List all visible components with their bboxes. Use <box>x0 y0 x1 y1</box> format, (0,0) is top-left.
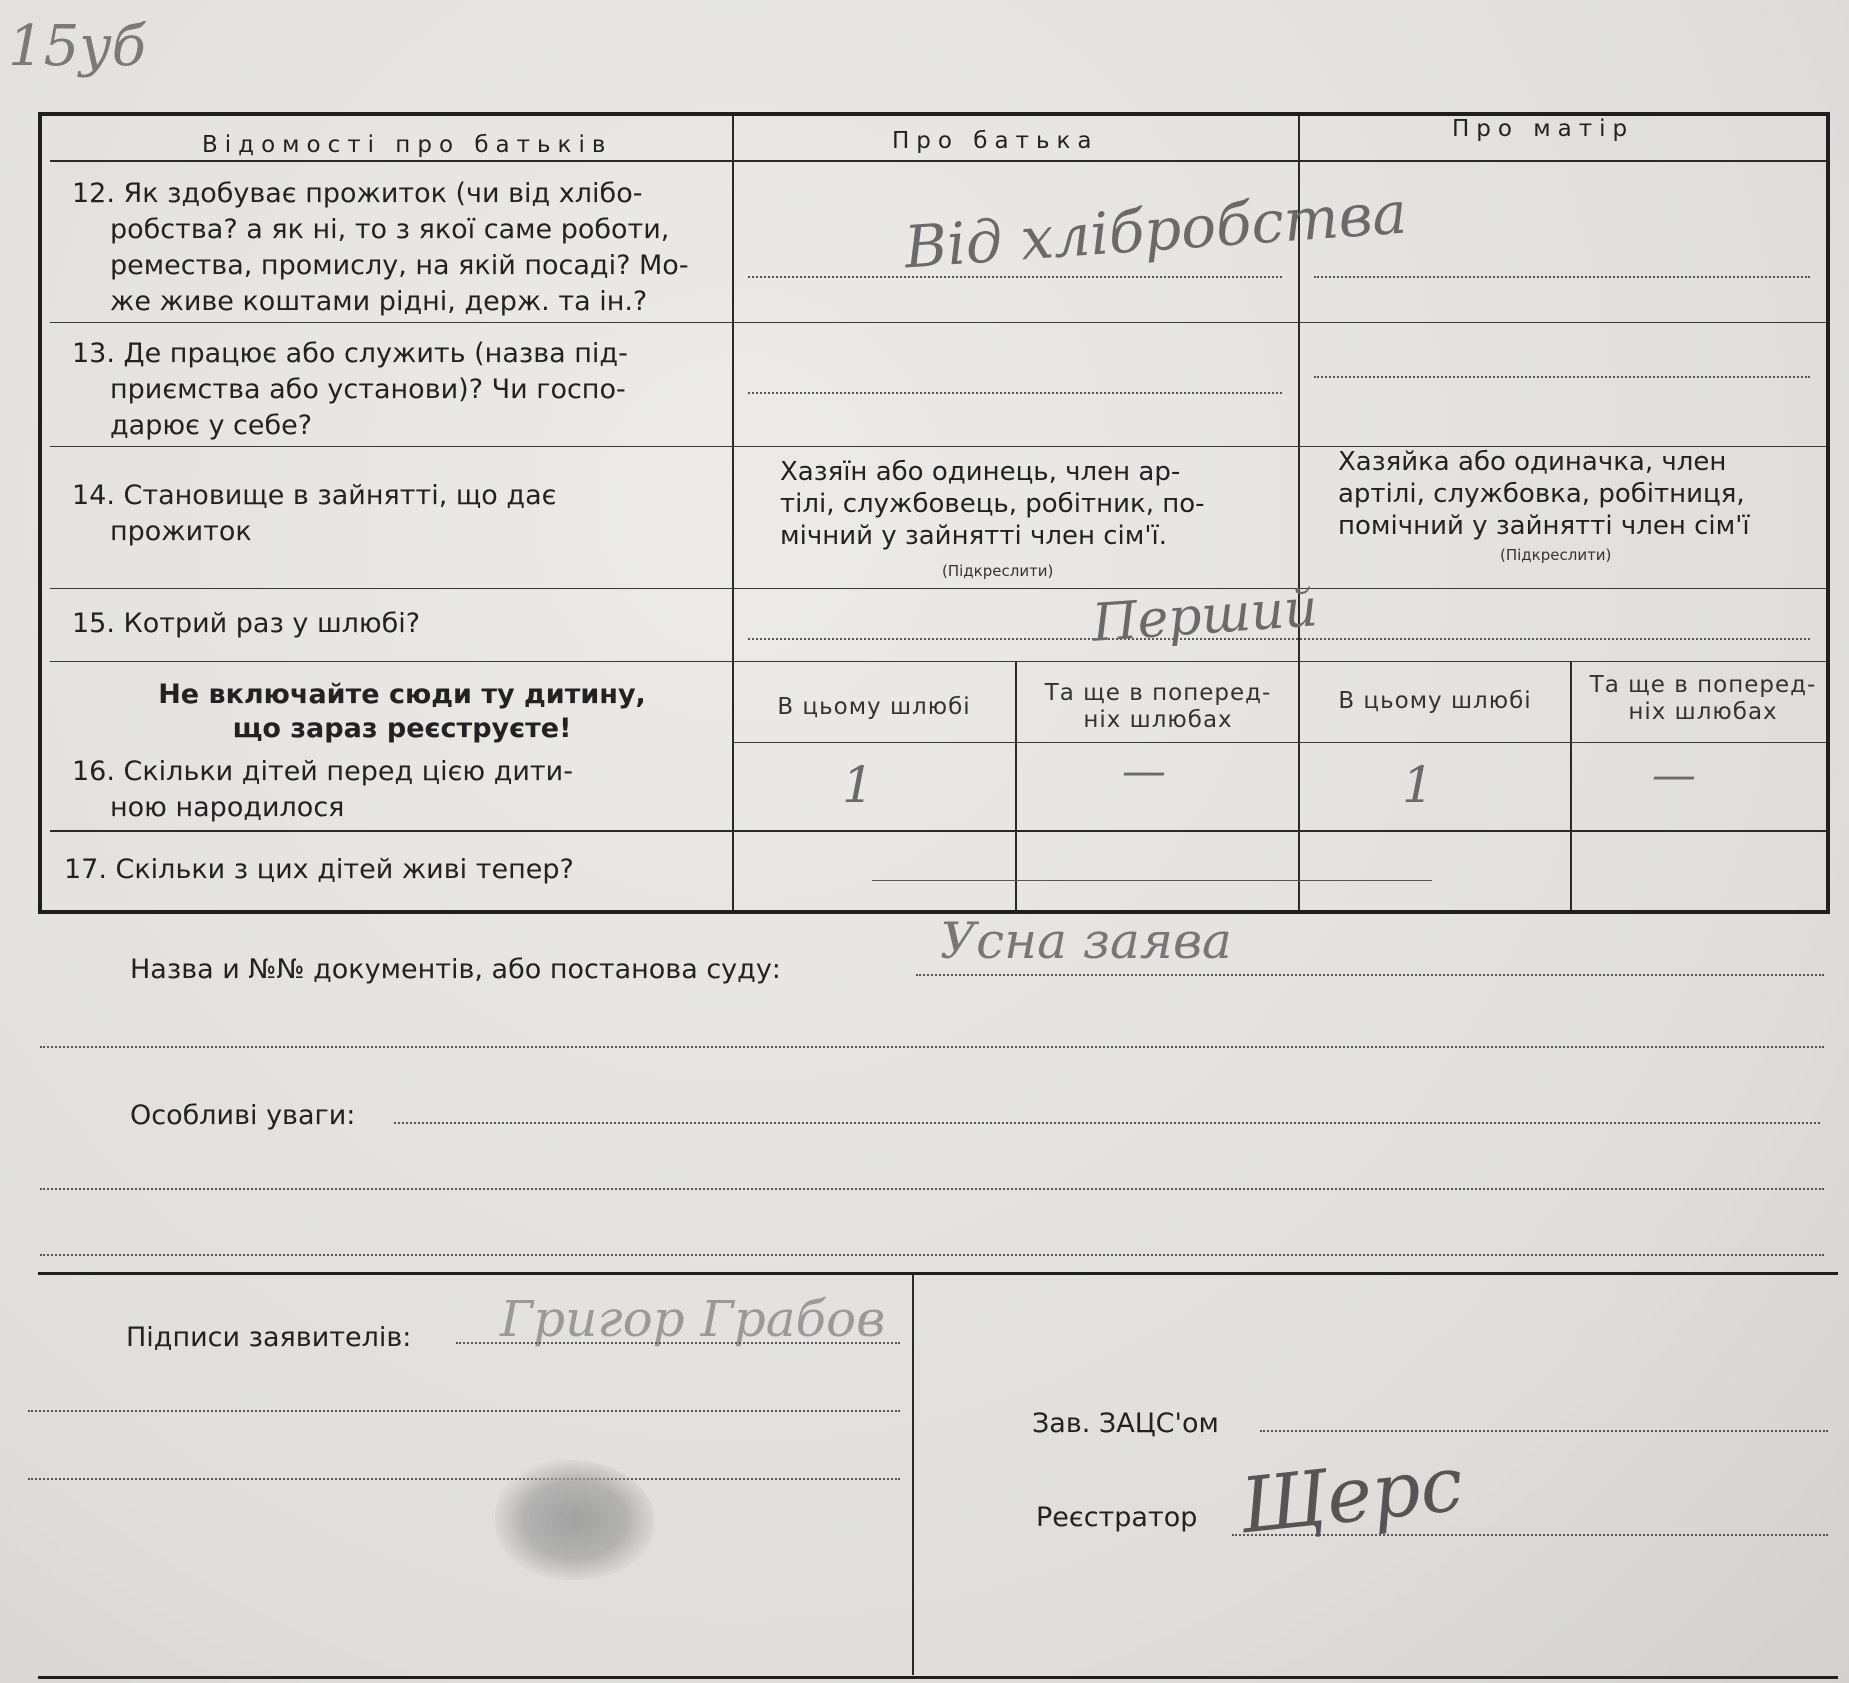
question-17: 17. Скільки з цих дітей живі тепер? <box>64 854 574 885</box>
q14-father-options: Хазяїн або одинець, член ар- тілі, службовець, робітник, по- мічний у зайнятті член сім'ї. <box>780 457 1205 551</box>
header-info: Відомості про батьків <box>202 132 613 158</box>
q14-mother-options: Хазяйка або одиначка, член артілі, службовка, робітниця, помічний у зайнятті член сім'ї <box>1338 447 1750 541</box>
q14-mother-underline-note: (Підкреслити) <box>1500 546 1612 564</box>
signatures-value: Григор Грабов <box>500 1290 886 1348</box>
registrar-signature: Щерс <box>1235 1438 1467 1551</box>
q16-father-prev-marriage: — <box>1122 746 1166 797</box>
subcol-mother-this-marriage: В цьому шлюбі <box>1338 688 1532 714</box>
subcol-father-this-marriage: В цьому шлюбі <box>777 694 971 720</box>
q16-mother-prev-marriage: — <box>1652 750 1696 801</box>
ink-blot <box>495 1460 655 1580</box>
signatures-label: Підписи заявителів: <box>126 1322 412 1353</box>
header-mother: Про матір <box>1452 116 1635 142</box>
page-number: 15уб <box>8 14 146 79</box>
documents-label: Назва и №№ документів, або постанова суду: <box>130 954 781 985</box>
documents-value: Усна заява <box>940 912 1232 970</box>
q16-father-this-marriage: 1 <box>842 756 874 814</box>
header-father: Про батька <box>892 128 1099 154</box>
q12-father-answer: Від хлібробства <box>902 178 1409 282</box>
parents-info-table <box>38 112 1830 914</box>
question-13: 13. Де працює або служить (назва під- приємства або установи)? Чи госпо- дарює у себе? <box>72 338 628 441</box>
q15-answer: Перший <box>1090 578 1320 654</box>
subcol-mother-prev-marriage: Та ще в поперед- ніх шлюбах <box>1589 672 1817 725</box>
registrar-label: Реєстратор <box>1036 1502 1198 1533</box>
note-exclude-child: Не включайте сюди ту дитину, що зараз реєструєте! <box>158 679 646 744</box>
head-zags-label: Зав. ЗАЦС'ом <box>1032 1408 1219 1439</box>
q14-father-underline-note: (Підкреслити) <box>942 562 1054 580</box>
q16-mother-this-marriage: 1 <box>1402 756 1434 814</box>
question-16: 16. Скільки дітей перед цією дити- ною народилося <box>72 756 573 823</box>
question-14: 14. Становище в зайнятті, що дає прожиток <box>72 480 557 547</box>
subcol-father-prev-marriage: Та ще в поперед- ніх шлюбах <box>1044 680 1272 733</box>
remarks-label: Особливі уваги: <box>130 1100 356 1131</box>
question-15: 15. Котрий раз у шлюбі? <box>72 608 421 639</box>
question-12: 12. Як здобуває прожиток (чи від хлібо- робства? а як ні, то з якої саме роботи, ремества, промислу, на якій посаді? Мо- же живе коштами рідні, держ. та ін.? <box>72 178 689 317</box>
